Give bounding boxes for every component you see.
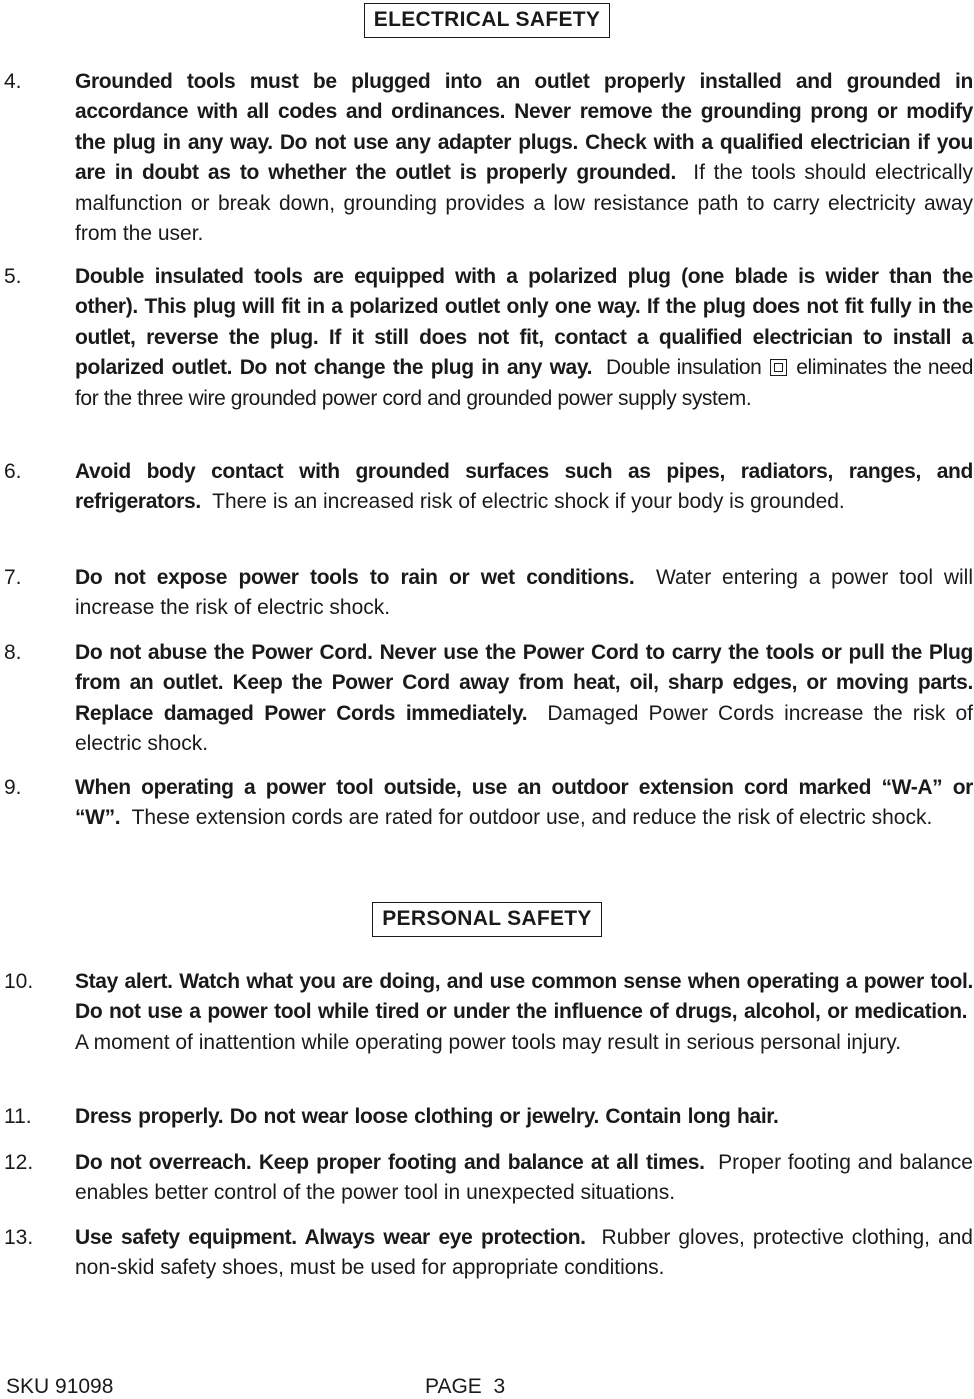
item-explanation: Water entering a power tool will increase the risk of electric shock. [75, 566, 974, 620]
item-warning: Grounded tools must be plugged into an outlet properly installed and grounded in accordance with all codes and ordinances. Never remove the grounding prong or modify the plug in any way. Do not use any adapter plugs. Check with a qualified electrician if you are in doubt as to whether the outlet is properly grounded. [75, 70, 973, 185]
item-warning: Do not expose power tools to rain or wet conditions. [75, 566, 635, 589]
personal-safety-heading [0, 902, 974, 937]
item-number: 8. [4, 641, 22, 664]
item-explanation: Rubber gloves, protective clothing, and non-skid safety shoes, must be used for appropriate conditions. [75, 1226, 973, 1280]
item-body [75, 967, 973, 1058]
footer-sku: SKU 91098 [6, 1375, 114, 1398]
item-explanation: A moment of inattention while operating power tools may result in serious personal injury. [75, 1030, 902, 1054]
item-warning: Do not abuse the Power Cord. Never use the Power Cord to carry the tools or pull the Plug from an outlet. Keep the Power Cord away from heat, oil, sharp edges, or moving parts. Replace damaged Power Cords immediately. [75, 641, 973, 725]
item-number: 9. [4, 776, 22, 799]
footer-page-label: PAGE [425, 1375, 482, 1398]
item-number: 10. [4, 970, 34, 993]
item-body [75, 457, 973, 518]
item-body [75, 1102, 973, 1132]
item-explanation-start: Double insulation [606, 356, 762, 380]
item-explanation: If the tools should electrically malfunction or break down, grounding provides a low resistance path to carry electricity away from the user. [75, 161, 973, 246]
item-number: 13. [4, 1226, 34, 1249]
electrical-safety-heading [0, 3, 974, 38]
item-warning: Stay alert. Watch what you are doing, and use common sense when operating a power tool. Do not use a power tool while tired or under the influence of drugs, alcohol, or medication. [75, 970, 973, 1024]
item-body [75, 563, 973, 624]
double-insulation-icon [770, 359, 787, 376]
item-body [75, 67, 973, 249]
item-explanation: These extension cords are rated for outdoor use, and reduce the risk of electric shock. [131, 806, 933, 830]
item-body [75, 773, 973, 834]
item-number: 12. [4, 1151, 34, 1174]
item-warning: Dress properly. Do not wear loose clothing or jewelry. Contain long hair. [75, 1105, 779, 1128]
personal-safety-title: PERSONAL SAFETY [372, 902, 601, 937]
item-warning: Double insulated tools are equipped with a polarized plug (one blade is wider than the other). This plug will fit in a polarized outlet only one way. If the plug does not fit fully in the outlet, reverse the plug. If it still does not fit, contact a qualified electrician to install a polarized outlet. Do not change the plug in any way. [75, 265, 973, 380]
item-explanation: Proper footing and balance enables better control of the power tool in unexpected situations. [75, 1151, 973, 1205]
electrical-safety-title: ELECTRICAL SAFETY [364, 3, 610, 38]
item-number: 11. [4, 1105, 32, 1128]
item-body [75, 262, 973, 414]
item-body [75, 1223, 973, 1284]
item-body [75, 638, 973, 760]
footer-page-number: 3 [493, 1375, 506, 1398]
item-explanation: Damaged Power Cords increase the risk of electric shock. [75, 701, 973, 756]
item-body [75, 1148, 973, 1209]
item-warning: Use safety equipment. Always wear eye protection. [75, 1226, 586, 1249]
footer-page [425, 1375, 505, 1399]
item-number: 6. [4, 460, 22, 483]
item-warning: When operating a power tool outside, use an outdoor extension cord marked “W-A” or “W”. [75, 776, 973, 830]
item-explanation-end: eliminates the need for the three wire grounded power cord and grounded power supply system. [75, 356, 973, 410]
item-explanation: There is an increased risk of electric shock if your body is grounded. [212, 490, 845, 514]
item-number: 4. [4, 70, 22, 93]
item-warning: Do not overreach. Keep proper footing and balance at all times. [75, 1151, 705, 1174]
item-warning: Avoid body contact with grounded surfaces such as pipes, radiators, ranges, and refrigerators. [75, 460, 973, 514]
item-number: 5. [4, 265, 22, 288]
item-number: 7. [4, 566, 22, 589]
